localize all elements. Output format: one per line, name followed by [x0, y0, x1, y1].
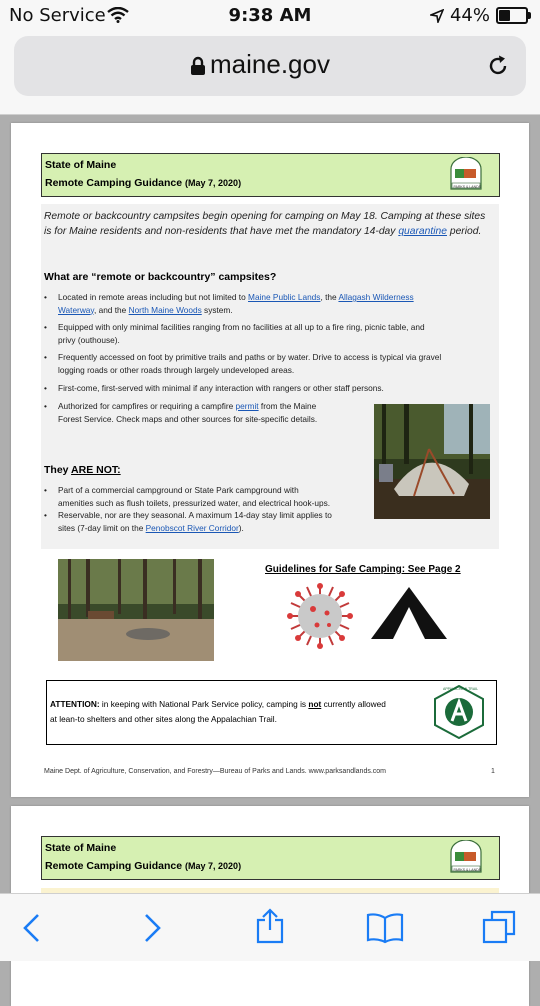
attention-line-2: at lean-to shelters and other sites along the Appalachian Trail. — [50, 714, 277, 724]
coronavirus-icon — [287, 583, 353, 649]
browser-toolbar — [0, 893, 540, 961]
status-right — [430, 5, 528, 26]
battery-icon — [496, 7, 528, 24]
guidelines-link[interactable]: Guidelines for Safe Camping: See Page 2 — [265, 564, 461, 575]
maine-public-lands-link[interactable]: Maine Public Lands — [248, 292, 321, 302]
doc-header — [41, 153, 500, 197]
doc-header-page-2 — [41, 836, 500, 880]
at-logo-text: APPALACHIAN TRAIL — [443, 687, 479, 691]
not-bullet-2: • Reservable, nor are they seasonal. A maximum 14-day stay limit applies to sites (7-day limit on the Penobscot River Corridor). — [44, 510, 332, 533]
share-icon[interactable] — [255, 908, 285, 944]
reload-icon[interactable] — [486, 54, 510, 78]
header-state: State of Maine — [45, 159, 117, 171]
battery-fill — [499, 10, 510, 21]
address-domain: maine.gov — [210, 49, 330, 79]
clock: 9:38 AM — [228, 5, 312, 26]
tent-icon — [369, 585, 449, 641]
document-page-1 — [11, 123, 529, 797]
permit-link[interactable]: permit — [235, 401, 259, 411]
carrier-label: No Service — [9, 5, 106, 26]
tent-photo — [374, 404, 490, 519]
browser-url-area — [0, 30, 540, 115]
battery-percent: 44% — [449, 5, 490, 26]
quarantine-link[interactable]: quarantine — [398, 226, 447, 237]
logo-text-2: PARKS & LANDS — [453, 868, 481, 872]
back-icon[interactable] — [20, 912, 44, 944]
page-footer: Maine Dept. of Agriculture, Conservation, and Forestry—Bureau of Parks and Lands. www.parksandlands.com — [44, 768, 387, 775]
they-are-not-heading: They ARE NOT: — [44, 464, 121, 476]
tabs-icon[interactable] — [482, 910, 518, 944]
waterway-link[interactable]: Waterway — [58, 304, 94, 315]
bullet-3: • Frequently accessed on foot by primitive trails and paths or by water. Drive to access is typical via gravel logging roads or other roads through largely undeveloped areas. — [44, 352, 442, 375]
bullet-5: • Authorized for campfires or requiring a campfire permit from the Maine Forest Service. Check maps and other sources for site-specific details. — [44, 401, 318, 424]
campsite-photo — [58, 559, 214, 661]
allagash-link[interactable]: Allagash Wilderness — [338, 292, 414, 302]
penobscot-link[interactable]: Penobscot River Corridor — [145, 522, 239, 533]
intro-paragraph: Remote or backcountry campsites begin opening for camping on May 18. Camping at these sites is for Maine residents and non-residents that have met the mandatory 14-day quarantine period. — [44, 211, 486, 237]
status-bar — [0, 0, 540, 30]
header-title: Remote Camping Guidance (May 7, 2020) — [45, 177, 242, 189]
location-arrow-icon — [430, 9, 444, 23]
appalachian-trail-icon — [433, 685, 485, 739]
logo-text: PARKS & LANDS — [453, 185, 481, 189]
bullet-4: • First-come, first-served with minimal if any interaction with rangers or other staff persons. — [44, 383, 384, 393]
bookmarks-icon[interactable] — [366, 912, 404, 944]
bullet-2: • Equipped with only minimal facilities ranging from no facilities at all up to a fire ring, picnic table, and privy (outhouse). — [44, 322, 425, 345]
page-number: 1 — [491, 768, 495, 775]
bullet-1: • Located in remote areas including but not limited to Maine Public Lands, the Allagash Wilderness Waterway, and the North Maine Woods system. — [44, 292, 414, 315]
forward-icon[interactable] — [140, 912, 164, 944]
attention-box — [46, 680, 497, 745]
what-heading: What are “remote or backcountry” campsites? — [44, 271, 277, 283]
not-bullet-1: • Part of a commercial campground or State Park campground with amenities such as flush toilets, pressurized water, and electrical hook-ups. — [44, 485, 331, 508]
address-bar[interactable] — [14, 36, 526, 96]
attention-line-1: ATTENTION: in keeping with National Park Service policy, camping is not currently allowed — [50, 699, 386, 709]
header-title-2: Remote Camping Guidance (May 7, 2020) — [45, 860, 242, 872]
north-maine-woods-link[interactable]: North Maine Woods — [128, 304, 202, 315]
header-state-2: State of Maine — [45, 842, 117, 854]
